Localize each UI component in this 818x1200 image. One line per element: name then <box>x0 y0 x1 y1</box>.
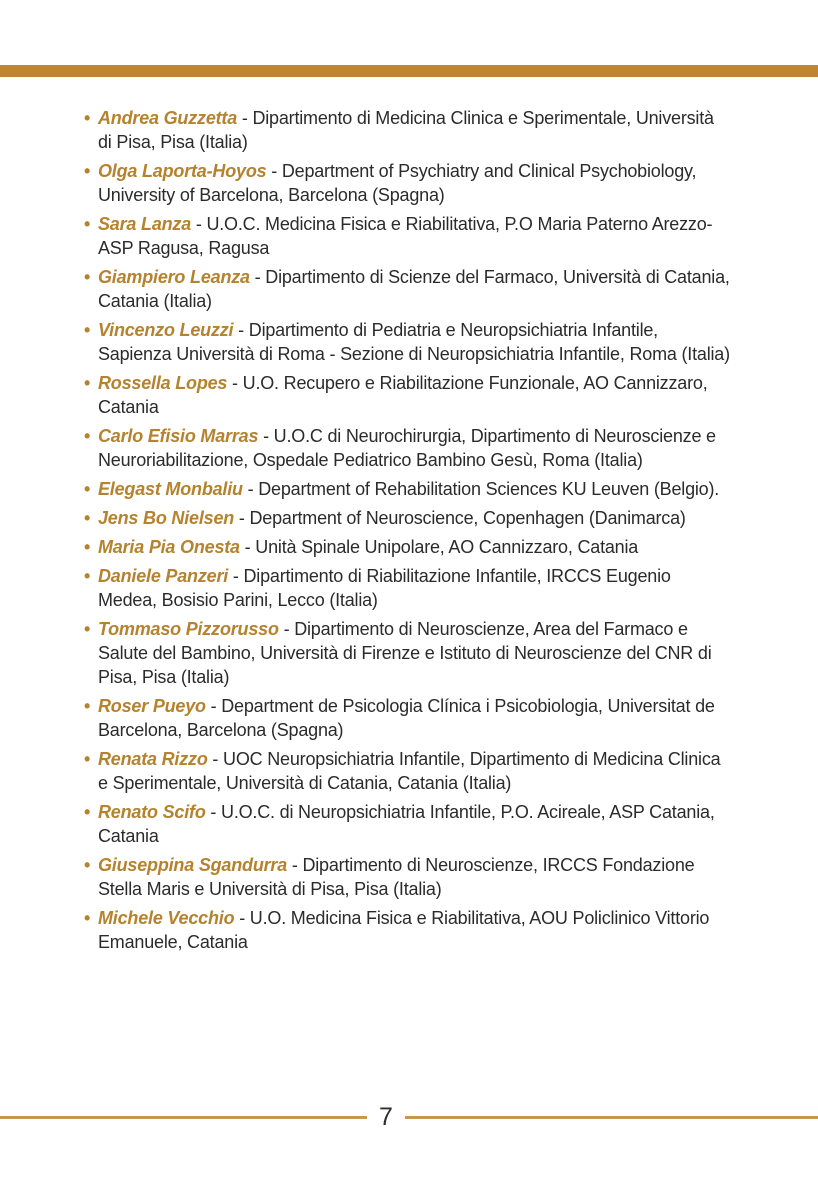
person-name: Daniele Panzeri <box>98 566 229 586</box>
person-affiliation: U.O.C di Neurochirurgia, Dipartimento di Neuroscienze e Neuroriabilitazione, Ospedale Pediatrico Bambino Gesù, Roma (Italia) <box>98 426 716 470</box>
list-item <box>84 106 732 154</box>
person-name: Sara Lanza <box>98 214 192 234</box>
person-affiliation: Unità Spinale Unipolare, AO Cannizzaro, Catania <box>255 537 639 557</box>
person-affiliation: Department of Rehabilitation Sciences KU Leuven (Belgio). <box>258 479 720 499</box>
top-accent-bar <box>0 65 818 77</box>
person-affiliation: Dipartimento di Scienze del Farmaco, Università di Catania, Catania (Italia) <box>98 267 730 311</box>
bullet-icon: • <box>84 537 91 557</box>
person-name: Roser Pueyo <box>98 696 206 716</box>
list-item <box>84 265 732 313</box>
person-name: Vincenzo Leuzzi <box>98 320 234 340</box>
person-name: Andrea Guzzetta <box>98 108 238 128</box>
person-name: Michele Vecchio <box>98 908 235 928</box>
bullet-icon: • <box>84 214 91 234</box>
bullet-icon: • <box>84 373 91 393</box>
name-separator: - <box>237 108 253 128</box>
person-affiliation: Dipartimento di Pediatria e Neuropsichiatria Infantile, Sapienza Università di Roma - Sezione di Neuropsichiatria Infantile, Roma (Italia) <box>98 320 730 364</box>
person-name: Renato Scifo <box>98 802 206 822</box>
person-name: Elegast Monbaliu <box>98 479 243 499</box>
name-separator: - <box>205 802 222 822</box>
name-separator: - <box>239 537 256 557</box>
list-item <box>84 371 732 419</box>
footer-rule-left <box>0 1116 367 1119</box>
name-separator: - <box>266 161 282 181</box>
bullet-icon: • <box>84 426 91 446</box>
list-item <box>84 906 732 954</box>
list-item <box>84 159 732 207</box>
bullet-icon: • <box>84 108 91 128</box>
person-affiliation: U.O.C. Medicina Fisica e Riabilitativa, P.O Maria Paterno Arezzo-ASP Ragusa, Ragusa <box>98 214 713 258</box>
person-affiliation: Dipartimento di Neuroscienze, IRCCS Fondazione Stella Maris e Università di Pisa, Pisa (Italia) <box>98 855 695 899</box>
bullet-icon: • <box>84 479 91 499</box>
person-affiliation: Dipartimento di Riabilitazione Infantile, IRCCS Eugenio Medea, Bosisio Parini, Lecco (Italia) <box>98 566 671 610</box>
person-name: Giuseppina Sgandurra <box>98 855 288 875</box>
page-content <box>84 106 732 959</box>
person-affiliation: U.O. Medicina Fisica e Riabilitativa, AOU Policlinico Vittorio Emanuele, Catania <box>98 908 710 952</box>
person-name: Maria Pia Onesta <box>98 537 240 557</box>
person-name: Rossella Lopes <box>98 373 228 393</box>
person-affiliation: U.O. Recupero e Riabilitazione Funzionale, AO Cannizzaro, Catania <box>98 373 708 417</box>
name-separator: - <box>234 508 250 528</box>
bullet-icon: • <box>84 320 91 340</box>
person-affiliation: Department of Psychiatry and Clinical Psychobiology, University of Barcelona, Barcelona (Spagna) <box>98 161 697 205</box>
name-separator: - <box>227 373 243 393</box>
person-affiliation: Dipartimento di Medicina Clinica e Sperimentale, Università di Pisa, Pisa (Italia) <box>98 108 714 152</box>
bullet-icon: • <box>84 566 91 586</box>
list-item <box>84 617 732 689</box>
name-separator: - <box>228 566 244 586</box>
name-separator: - <box>278 619 295 639</box>
bullet-icon: • <box>84 619 91 639</box>
person-name: Carlo Efisio Marras <box>98 426 259 446</box>
bullet-icon: • <box>84 267 91 287</box>
footer <box>0 1103 818 1131</box>
list-item <box>84 424 732 472</box>
name-separator: - <box>207 749 224 769</box>
person-affiliation: Department de Psicologia Clínica i Psicobiologia, Universitat de Barcelona, Barcelona (Spagna) <box>98 696 715 740</box>
list-item <box>84 477 732 501</box>
list-item <box>84 212 732 260</box>
bullet-icon: • <box>84 855 91 875</box>
list-item <box>84 694 732 742</box>
name-separator: - <box>258 426 274 446</box>
name-separator: - <box>242 479 259 499</box>
person-name: Renata Rizzo <box>98 749 208 769</box>
bullet-icon: • <box>84 908 91 928</box>
list-item <box>84 318 732 366</box>
list-item <box>84 535 732 559</box>
list-item <box>84 800 732 848</box>
person-affiliation: Dipartimento di Neuroscienze, Area del Farmaco e Salute del Bambino, Università di Firenze e Istituto di Neuroscienze del CNR di Pisa, Pisa (Italia) <box>98 619 712 687</box>
name-separator: - <box>205 696 222 716</box>
footer-rule-right <box>405 1116 818 1119</box>
person-name: Olga Laporta-Hoyos <box>98 161 267 181</box>
faculty-list <box>84 106 732 954</box>
person-affiliation: UOC Neuropsichiatria Infantile, Dipartimento di Medicina Clinica e Sperimentale, Università di Catania, Catania (Italia) <box>98 749 721 793</box>
list-item <box>84 747 732 795</box>
person-affiliation: U.O.C. di Neuropsichiatria Infantile, P.O. Acireale, ASP Catania, Catania <box>98 802 715 846</box>
bullet-icon: • <box>84 696 91 716</box>
list-item <box>84 506 732 530</box>
person-name: Tommaso Pizzorusso <box>98 619 279 639</box>
bullet-icon: • <box>84 802 91 822</box>
person-name: Jens Bo Nielsen <box>98 508 235 528</box>
list-item <box>84 564 732 612</box>
name-separator: - <box>249 267 266 287</box>
person-affiliation: Department of Neuroscience, Copenhagen (Danimarca) <box>249 508 686 528</box>
name-separator: - <box>287 855 303 875</box>
bullet-icon: • <box>84 508 91 528</box>
name-separator: - <box>234 908 250 928</box>
person-name: Giampiero Leanza <box>98 267 250 287</box>
list-item <box>84 853 732 901</box>
bullet-icon: • <box>84 161 91 181</box>
page-number: 7 <box>379 1103 393 1131</box>
name-separator: - <box>233 320 249 340</box>
bullet-icon: • <box>84 749 91 769</box>
name-separator: - <box>191 214 207 234</box>
